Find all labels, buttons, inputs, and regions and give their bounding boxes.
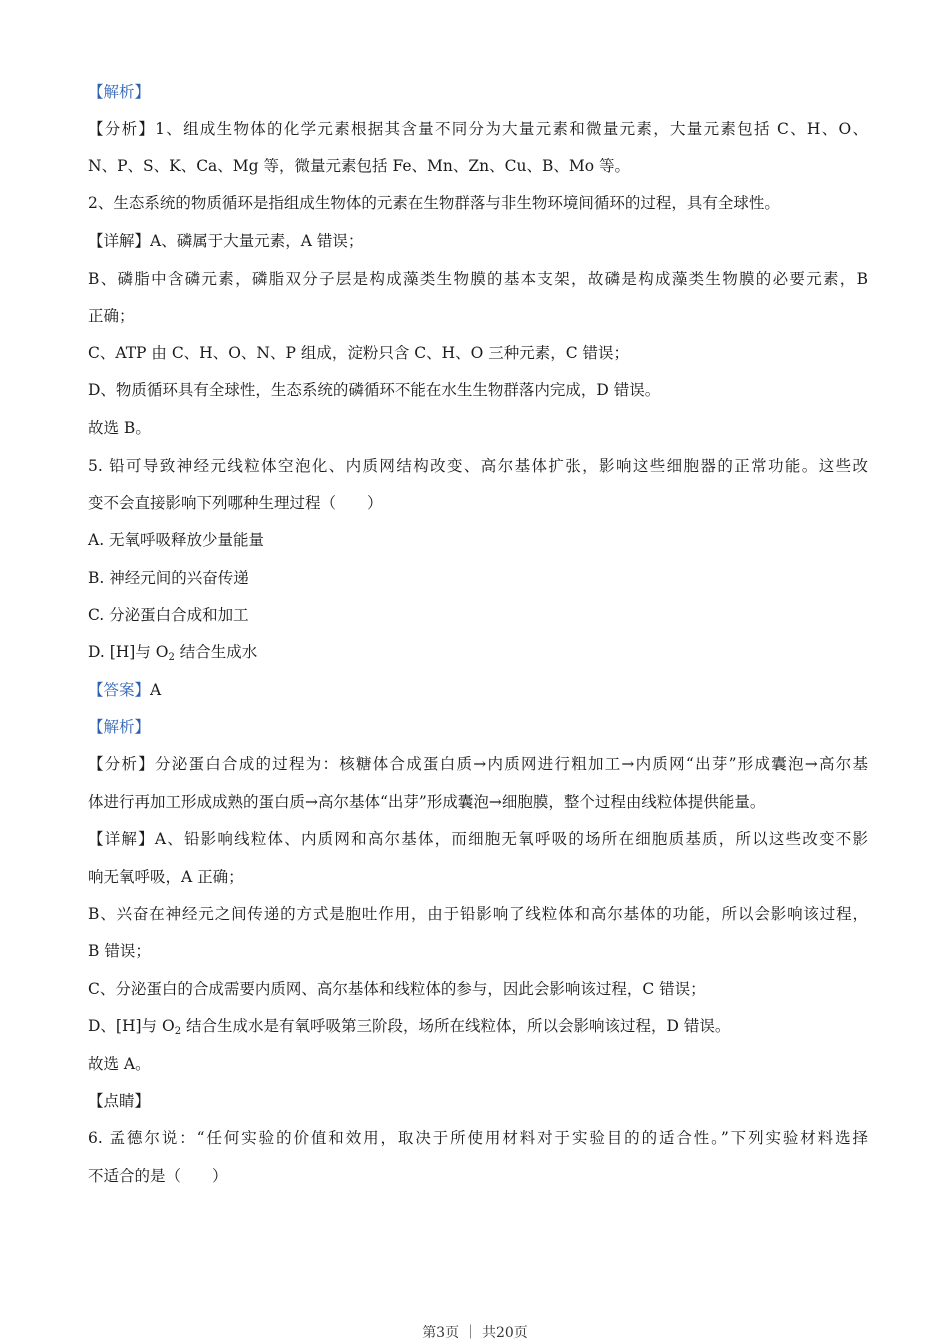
option-a: A. 无氧呼吸释放少量能量 [88, 531, 265, 549]
text-line: 2、生态系统的物质循环是指组成生物体的元素在生物群落与非生物环境间循环的过程，具有全球性。 [88, 194, 780, 212]
page-footer: 第3页 ｜ 共20页 [422, 1325, 528, 1341]
answer-label: 【答案】 [88, 681, 151, 699]
text-line: B 错误； [88, 942, 151, 960]
option-b: B. 神经元间的兴奋传递 [88, 569, 249, 587]
question-6-stem: 6. 孟德尔说：“任何实验的价值和效用，取决于所使用材料对于实验目的的适合性。”下列实验材料选择 [88, 1129, 868, 1147]
text-line: 故选 A。 [88, 1055, 151, 1073]
text-line: 正确； [88, 307, 135, 325]
text-line: C、分泌蛋白的合成需要内质网、高尔基体和线粒体的参与，因此会影响该过程，C 错误； [88, 980, 706, 998]
analysis-label: 【解析】 [88, 83, 151, 101]
question-5-stem: 变不会直接影响下列哪种生理过程（ ） [88, 494, 383, 512]
text-line: D、[H]与 $O_2$ 结合生成水是有氧呼吸第三阶段，场所在线粒体，所以会影响该过程，D 错误。 [88, 1017, 731, 1037]
question-6-stem: 不适合的是（ ） [88, 1167, 228, 1185]
text-line: D、物质循环具有全球性，生态系统的磷循环不能在水生生物群落内完成，D 错误。 [88, 381, 661, 399]
text-line: 体进行再加工形成成熟的蛋白质→高尔基体“出芽”形成囊泡→细胞膜，整个过程由线粒体提供能量。 [88, 793, 766, 811]
option-c: C. 分泌蛋白合成和加工 [88, 606, 249, 624]
text-line: 【详解】A、磷属于大量元素，A 错误； [88, 232, 364, 250]
text-line: 【分析】1、组成生物体的化学元素根据其含量不同分为大量元素和微量元素，大量元素包括 C、H、O、 [88, 120, 868, 138]
text-line: C、ATP 由 C、H、O、N、P 组成，淀粉只含 C、H、O 三种元素，C 错误； [88, 344, 630, 362]
text-line: 故选 B。 [88, 419, 151, 437]
text-line: 响无氧呼吸，A 正确； [88, 868, 244, 886]
text-line: 【详解】A、铅影响线粒体、内质网和高尔基体，而细胞无氧呼吸的场所在细胞质基质，所以这些改变不影 [88, 830, 868, 848]
question-5-stem: 5. 铅可导致神经元线粒体空泡化、内质网结构改变、高尔基体扩张，影响这些细胞器的正常功能。这些改 [88, 457, 868, 475]
text-line: B、兴奋在神经元之间传递的方式是胞吐作用，由于铅影响了线粒体和高尔基体的功能，所以会影响该过程， [88, 905, 868, 923]
text-line: 【点睛】 [88, 1092, 151, 1110]
text-line: N、P、S、K、Ca、Mg 等，微量元素包括 Fe、Mn、Zn、Cu、B、Mo 等。 [88, 157, 630, 175]
answer-line: 【答案】A [88, 681, 162, 699]
analysis-label: 【解析】 [88, 718, 151, 736]
option-d: D. [H]与 $O_2$ 结合生成水 [88, 643, 258, 663]
text-line: B、磷脂中含磷元素，磷脂双分子层是构成藻类生物膜的基本支架，故磷是构成藻类生物膜的必要元素，B [88, 270, 868, 288]
text-line: 【分析】分泌蛋白合成的过程为：核糖体合成蛋白质→内质网进行粗加工→内质网“出芽”形成囊泡→高尔基 [88, 755, 868, 773]
